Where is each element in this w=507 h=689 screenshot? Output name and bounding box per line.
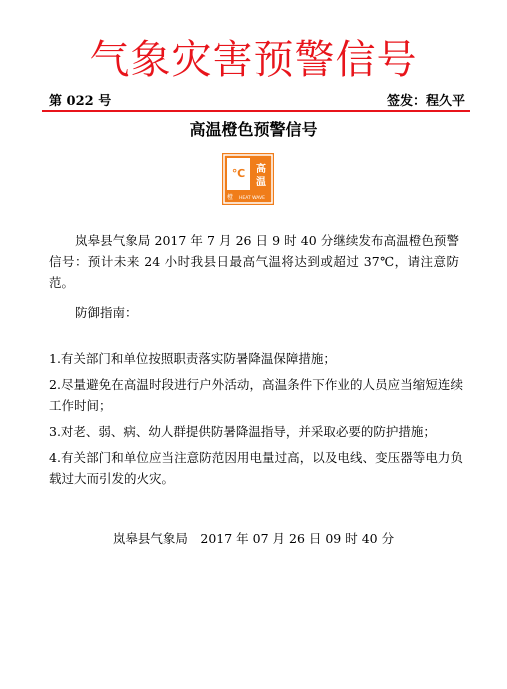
heat-wave-orange-warning-icon [222,153,274,205]
masthead-title: 气象灾害预警信号 [89,37,418,83]
document-number: 第 022 号 [49,94,112,109]
icon-text-bottom: 温 [256,177,266,188]
guideline-item: 4.有关部门和单位应当注意防范因用电量过高，以及电线、变压器等电力负载过大而引发的火灾。 [49,450,463,486]
main-paragraph: 岚皋县气象局 2017 年 7 月 26 日 9 时 40 分继续发布高温橙色预警信号：预计未来 24 小时我县日最高气温将达到或超过 37℃，请注意防范。 [49,233,459,290]
signer: 签发：程久平 [386,94,465,109]
guide-heading: 防御指南： [75,305,138,320]
guidelines-list [49,348,463,494]
icon-level-char: 橙 [226,194,234,201]
footer-issuer-date: 岚皋县气象局 2017 年 07 月 26 日 09 时 40 分 [112,531,395,546]
guideline-item: 1.有关部门和单位按照职责落实防暑降温保障措施； [49,351,336,366]
icon-symbol: ℃ [231,167,246,180]
document-title: 高温橙色预警信号 [189,120,318,139]
header-divider [42,110,470,112]
icon-text-top: 高 [256,164,266,175]
guideline-item: 2.尽量避免在高温时段进行户外活动，高温条件下作业的人员应当缩短连续工作时间； [49,377,463,413]
guideline-item: 3.对老、弱、病、幼人群提供防暑降温指导，并采取必要的防护措施； [49,424,436,439]
icon-text-small: HEAT WAVE [238,196,266,201]
